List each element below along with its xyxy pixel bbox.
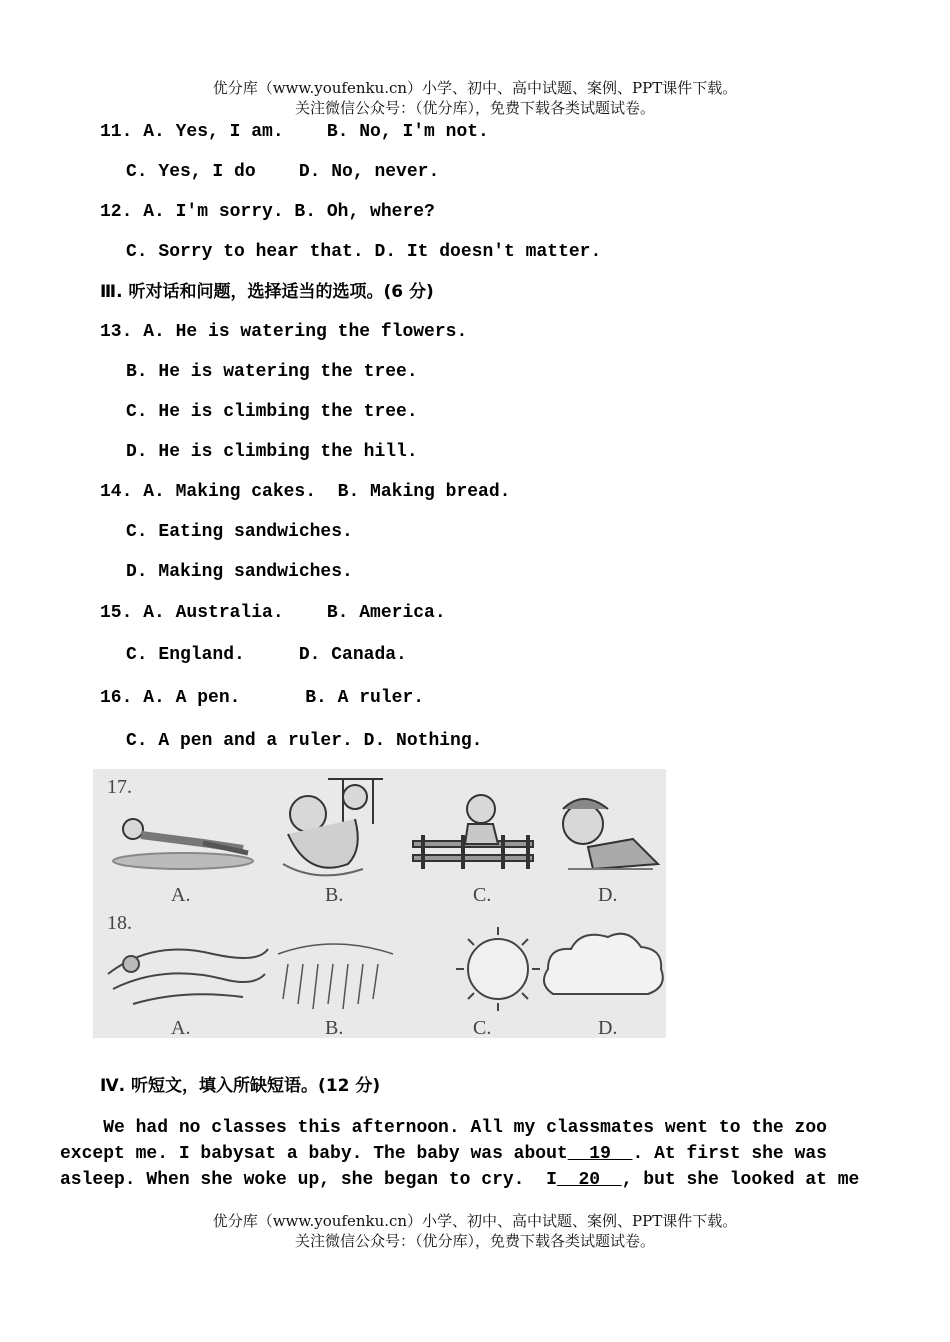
- q18-d-cloud-icon: [544, 934, 663, 994]
- q17-a-lying-person-icon: [113, 819, 253, 869]
- q13-line-2: B. He is watering the tree.: [126, 362, 418, 382]
- picture-svg: [93, 769, 666, 1038]
- q16-line-1: 16. A. A pen. B. A ruler.: [100, 688, 425, 708]
- q18-c-sun-icon: [456, 927, 540, 1011]
- q18-b-rainy-icon: [278, 944, 393, 1009]
- q13-line-1: 13. A. He is watering the flowers.: [100, 322, 468, 342]
- q11-line-2: C. Yes, I do D. No, never.: [126, 162, 440, 182]
- q14-line-2: C. Eating sandwiches.: [126, 522, 353, 542]
- section-3-title: Ⅲ. 听对话和问题，选择适当的选项。(6 分): [100, 282, 434, 302]
- q17-label-d: D.: [598, 884, 618, 906]
- q18-number: 18.: [107, 912, 132, 934]
- q15-line-2: C. England. D. Canada.: [126, 645, 407, 665]
- q12-line-2: C. Sorry to hear that. D. It doesn't matter.: [126, 242, 602, 262]
- q18-label-d: D.: [598, 1017, 618, 1038]
- q18-label-b: B.: [325, 1017, 344, 1038]
- blank-19: 19: [567, 1144, 633, 1164]
- q18-a-windy-icon: [108, 949, 268, 1004]
- footer-line-2: 关注微信公众号：（优分库），免费下载各类试题试卷。: [294, 1232, 655, 1250]
- q13-line-3: C. He is climbing the tree.: [126, 402, 418, 422]
- q17-label-c: C.: [473, 884, 492, 906]
- q16-line-2: C. A pen and a ruler. D. Nothing.: [126, 731, 483, 751]
- passage-line-2: [60, 1143, 827, 1165]
- q12-line-1: 12. A. I'm sorry. B. Oh, where?: [100, 202, 435, 222]
- section-4-title: Ⅳ. 听短文，填入所缺短语。(12 分): [100, 1076, 381, 1096]
- q11-line-1: 11. A. Yes, I am. B. No, I'm not.: [100, 122, 489, 142]
- q13-line-4: D. He is climbing the hill.: [126, 442, 418, 462]
- q18-label-c: C.: [473, 1017, 492, 1038]
- questions-17-18-picture: [93, 769, 666, 1038]
- q14-line-3: D. Making sandwiches.: [126, 562, 353, 582]
- passage-line-1: We had no classes this afternoon. All my classmates went to the zoo: [60, 1118, 827, 1138]
- q17-label-a: A.: [171, 884, 191, 906]
- passage-line-3-start: asleep. When she woke up, she began to cry. I: [60, 1170, 557, 1190]
- footer-line-1: 优分库（www.youfenku.cn）小学、初中、高中试题、案例、PPT课件下载。: [212, 1212, 738, 1230]
- q17-label-b: B.: [325, 884, 344, 906]
- passage-line-2-end: . At first she was: [632, 1144, 827, 1164]
- q15-line-1: 15. A. Australia. B. America.: [100, 603, 446, 623]
- q18-label-a: A.: [171, 1017, 191, 1038]
- q17-d-crawling-girl-icon: [563, 799, 658, 869]
- q17-c-climbing-boy-icon: [413, 795, 533, 869]
- q17-b-swing-icon: [283, 779, 383, 875]
- q14-line-1: 14. A. Making cakes. B. Making bread.: [100, 482, 511, 502]
- q17-number: 17.: [107, 776, 132, 798]
- blank-20: 20: [556, 1170, 622, 1190]
- header-line-2: 关注微信公众号：（优分库），免费下载各类试题试卷。: [294, 99, 655, 117]
- header-line-1: 优分库（www.youfenku.cn）小学、初中、高中试题、案例、PPT课件下载。: [212, 79, 738, 97]
- passage-line-2-start: except me. I babysat a baby. The baby was about: [60, 1144, 568, 1164]
- passage-line-3: [60, 1169, 859, 1191]
- passage-line-3-end: , but she looked at me: [621, 1170, 860, 1190]
